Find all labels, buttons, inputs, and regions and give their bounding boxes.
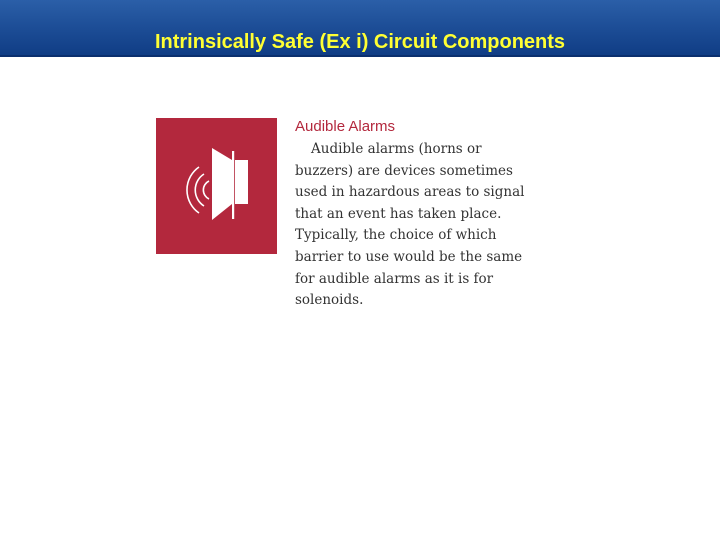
audible-alarms-section xyxy=(295,117,595,312)
body-line: that an event has taken place. xyxy=(295,205,502,222)
section-heading: Audible Alarms xyxy=(295,118,396,135)
speaker-alarm-icon xyxy=(156,118,277,254)
body-line: for audible alarms as it is for xyxy=(295,270,494,287)
title-bar xyxy=(0,0,720,57)
page-title: Intrinsically Safe (Ex i) Circuit Components xyxy=(154,31,566,53)
body-line: solenoids. xyxy=(295,292,364,309)
body-line: used in hazardous areas to signal xyxy=(295,184,525,201)
section-body xyxy=(295,139,595,312)
alarm-icon-panel xyxy=(156,118,277,254)
body-line: Typically, the choice of which xyxy=(295,227,497,244)
body-line: Audible alarms (horns or xyxy=(311,141,482,157)
body-line: barrier to use would be the same xyxy=(295,248,523,265)
body-line: buzzers) are devices sometimes xyxy=(295,162,513,179)
